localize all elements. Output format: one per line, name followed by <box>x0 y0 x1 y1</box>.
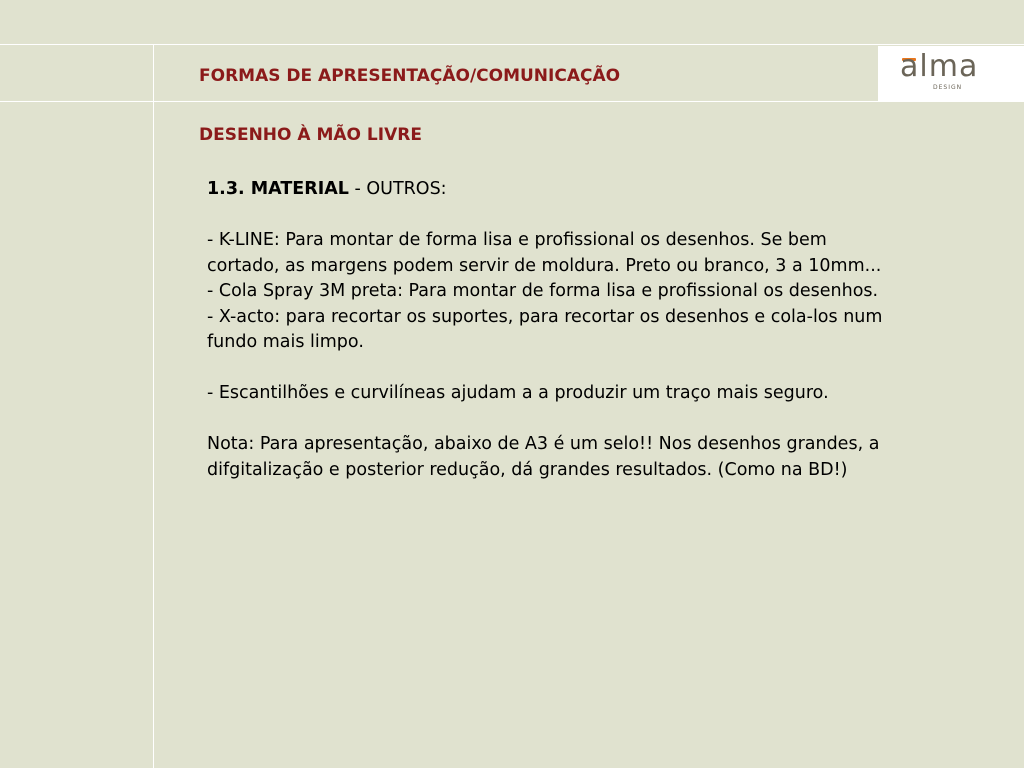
paragraph-cola-spray: - Cola Spray 3M preta: Para montar de forma lisa e profissional os desenhos. <box>207 281 879 301</box>
material-heading-rest: - OUTROS: <box>348 179 447 199</box>
logo-subtext: DESIGN <box>933 84 963 91</box>
paragraph-nota: Nota: Para apresentação, abaixo de A3 é um selo!! Nos desenhos grandes, a difgitalização e posterior redução, dá grandes resultados. (Como na BD!) <box>207 434 880 480</box>
spacer <box>207 356 897 382</box>
body-content <box>207 177 897 483</box>
section-subtitle: DESENHO À MÃO LIVRE <box>199 125 422 145</box>
spacer <box>207 407 897 433</box>
paragraph-x-acto: - X-acto: para recortar os suportes, para recortar os desenhos e cola-los num fundo mais limpo. <box>207 306 883 352</box>
left-column-divider <box>153 44 154 768</box>
spacer <box>207 203 897 229</box>
paragraph-escantilhoes: - Escantilhões e curvilíneas ajudam a a produzir um traço mais seguro. <box>207 383 829 403</box>
material-heading <box>207 177 897 203</box>
material-heading-bold: 1.3. MATERIAL <box>207 179 349 199</box>
slide-header-title: FORMAS DE APRESENTAÇÃO/COMUNICAÇÃO <box>199 66 621 86</box>
brand-logo <box>878 46 1024 101</box>
paragraph-kline: - K-LINE: Para montar de forma lisa e profissional os desenhos. Se bem cortado, as margens podem servir de moldura. Preto ou branco, 3 a 10mm... <box>207 230 882 276</box>
logo-wordmark: alma <box>900 49 979 84</box>
